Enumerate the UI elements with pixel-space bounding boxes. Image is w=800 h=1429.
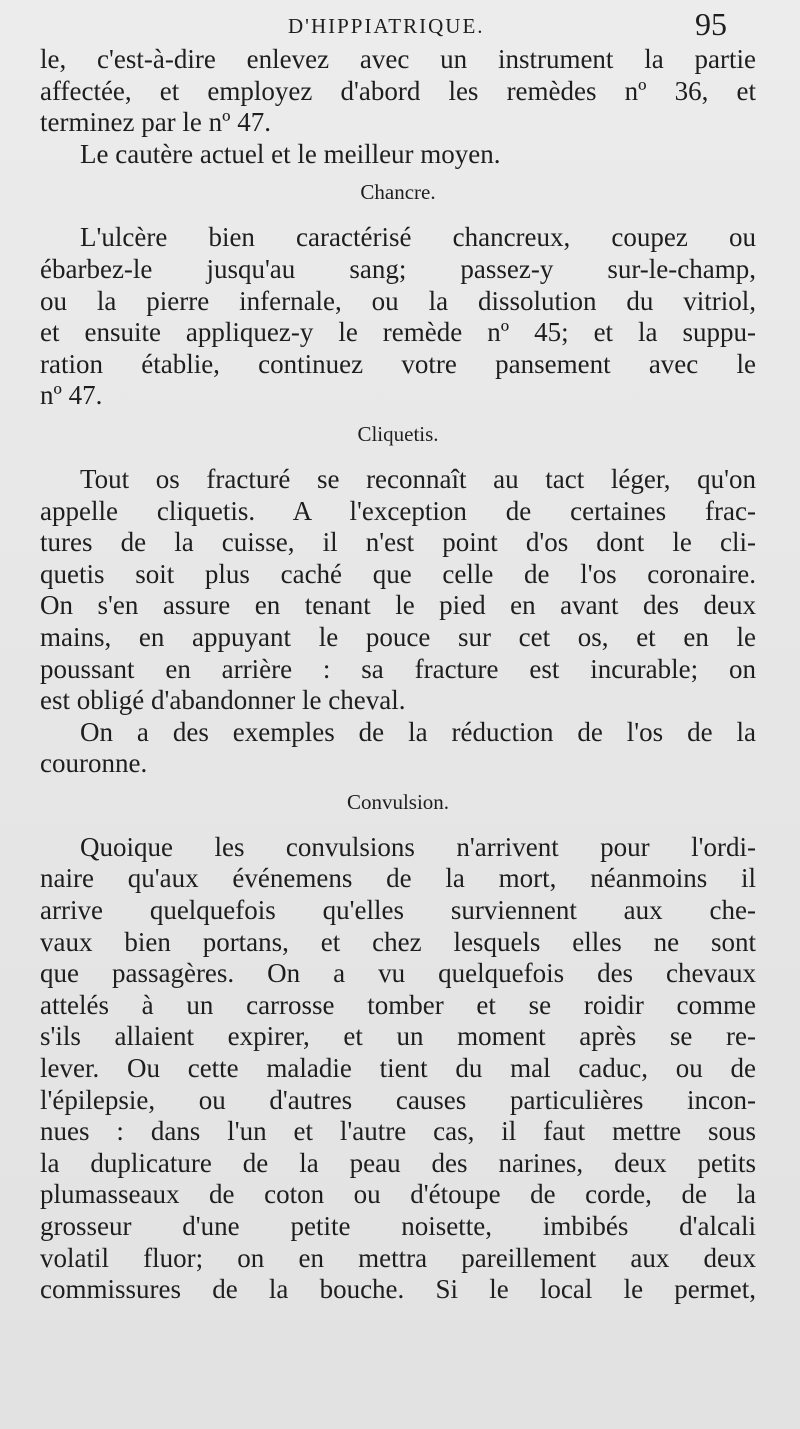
text-line: ou la pierre infernale, ou la dissolution du vitriol, bbox=[40, 285, 756, 316]
heading-spacer bbox=[40, 824, 756, 832]
text-line: lever. Ou cette maladie tient du mal caduc, ou de bbox=[40, 1053, 756, 1084]
text-line: le, c'est-à-dire enlevez avec un instrument la partie bbox=[40, 44, 756, 74]
text-line: et ensuite appliquez-y le remède nº 45; et la suppu- bbox=[40, 317, 756, 348]
text-line: attelés à un carrosse tomber et se roidir comme bbox=[40, 989, 756, 1020]
text-line: affectée, et employez d'abord les remèdes nº 36, et bbox=[40, 75, 756, 106]
running-title: D'HIPPIATRIQUE. bbox=[288, 14, 485, 38]
text-line: quetis soit plus caché que celle de l'os coronaire. bbox=[40, 558, 756, 589]
heading-spacer bbox=[40, 214, 756, 222]
paragraph bbox=[40, 44, 756, 139]
paragraph bbox=[40, 717, 756, 780]
text-line: mains, en appuyant le pouce sur cet os, et en le bbox=[40, 621, 756, 652]
text-line: nº 47. bbox=[40, 380, 103, 411]
section-heading-chancre: Chancre. bbox=[360, 180, 436, 205]
text-line: s'ils allaient expirer, et un moment après se re- bbox=[40, 1021, 756, 1052]
text-line: que passagères. On a vu quelquefois des chevaux bbox=[40, 958, 756, 989]
text-line: grosseur d'une petite noisette, imbibés d'alcali bbox=[40, 1211, 756, 1241]
text-line: ébarbez-le jusqu'au sang; passez-y sur-le-champ, bbox=[40, 253, 756, 284]
text-line: naire qu'aux événemens de la mort, néanmoins il bbox=[40, 863, 756, 894]
body-text bbox=[40, 44, 756, 1306]
text-line: l'épilepsie, ou d'autres causes particulières incon- bbox=[40, 1084, 756, 1115]
text-line: tures de la cuisse, il n'est point d'os dont le cli- bbox=[40, 527, 756, 558]
text-line: nues : dans l'un et l'autre cas, il faut mettre sous bbox=[40, 1116, 756, 1147]
text-line: On a des exemples de la réduction de l'os de la bbox=[80, 716, 756, 747]
paragraph bbox=[40, 832, 756, 1306]
heading-spacer bbox=[40, 456, 756, 464]
text-line: plumasseaux de coton ou d'étoupe de corde, de la bbox=[40, 1179, 756, 1210]
text-line: volatil fluor; on en mettra pareillement aux deux bbox=[40, 1242, 756, 1273]
paragraph bbox=[40, 464, 756, 717]
text-line: Le cautère actuel et le meilleur moyen. bbox=[80, 138, 501, 169]
section-heading-convulsion: Convulsion. bbox=[346, 789, 450, 814]
text-line: ration établie, continuez votre pansement avec le bbox=[40, 348, 756, 379]
text-line: poussant en arrière : sa fracture est incurable; on bbox=[40, 653, 756, 684]
text-line: couronne. bbox=[40, 748, 148, 779]
text-line: On s'en assure en tenant le pied en avant des deux bbox=[40, 590, 756, 621]
text-line: L'ulcère bien caractérisé chancreux, coupez ou bbox=[80, 222, 756, 253]
text-line: la duplicature de la peau des narines, deux petits bbox=[40, 1147, 756, 1178]
running-head bbox=[0, 6, 800, 40]
text-line: commissures de la bouche. Si le local le permet, bbox=[40, 1274, 756, 1305]
text-line: Tout os fracturé se reconnaît au tact léger, qu'on bbox=[80, 463, 756, 494]
text-line: appelle cliquetis. A l'exception de certaines frac- bbox=[40, 495, 756, 526]
paragraph bbox=[40, 139, 756, 171]
section-heading-cliquetis: Cliquetis. bbox=[357, 421, 439, 446]
paragraph bbox=[40, 222, 756, 412]
text-line: Quoique les convulsions n'arrivent pour l'ordi- bbox=[80, 831, 756, 862]
page-number: 95 bbox=[695, 6, 727, 42]
text-line: terminez par le nº 47. bbox=[40, 107, 272, 138]
text-line: est obligé d'abandonner le cheval. bbox=[40, 685, 406, 716]
text-line: vaux bien portans, et chez lesquels elles ne sont bbox=[40, 926, 756, 957]
text-line: arrive quelquefois qu'elles surviennent aux che- bbox=[40, 895, 756, 926]
